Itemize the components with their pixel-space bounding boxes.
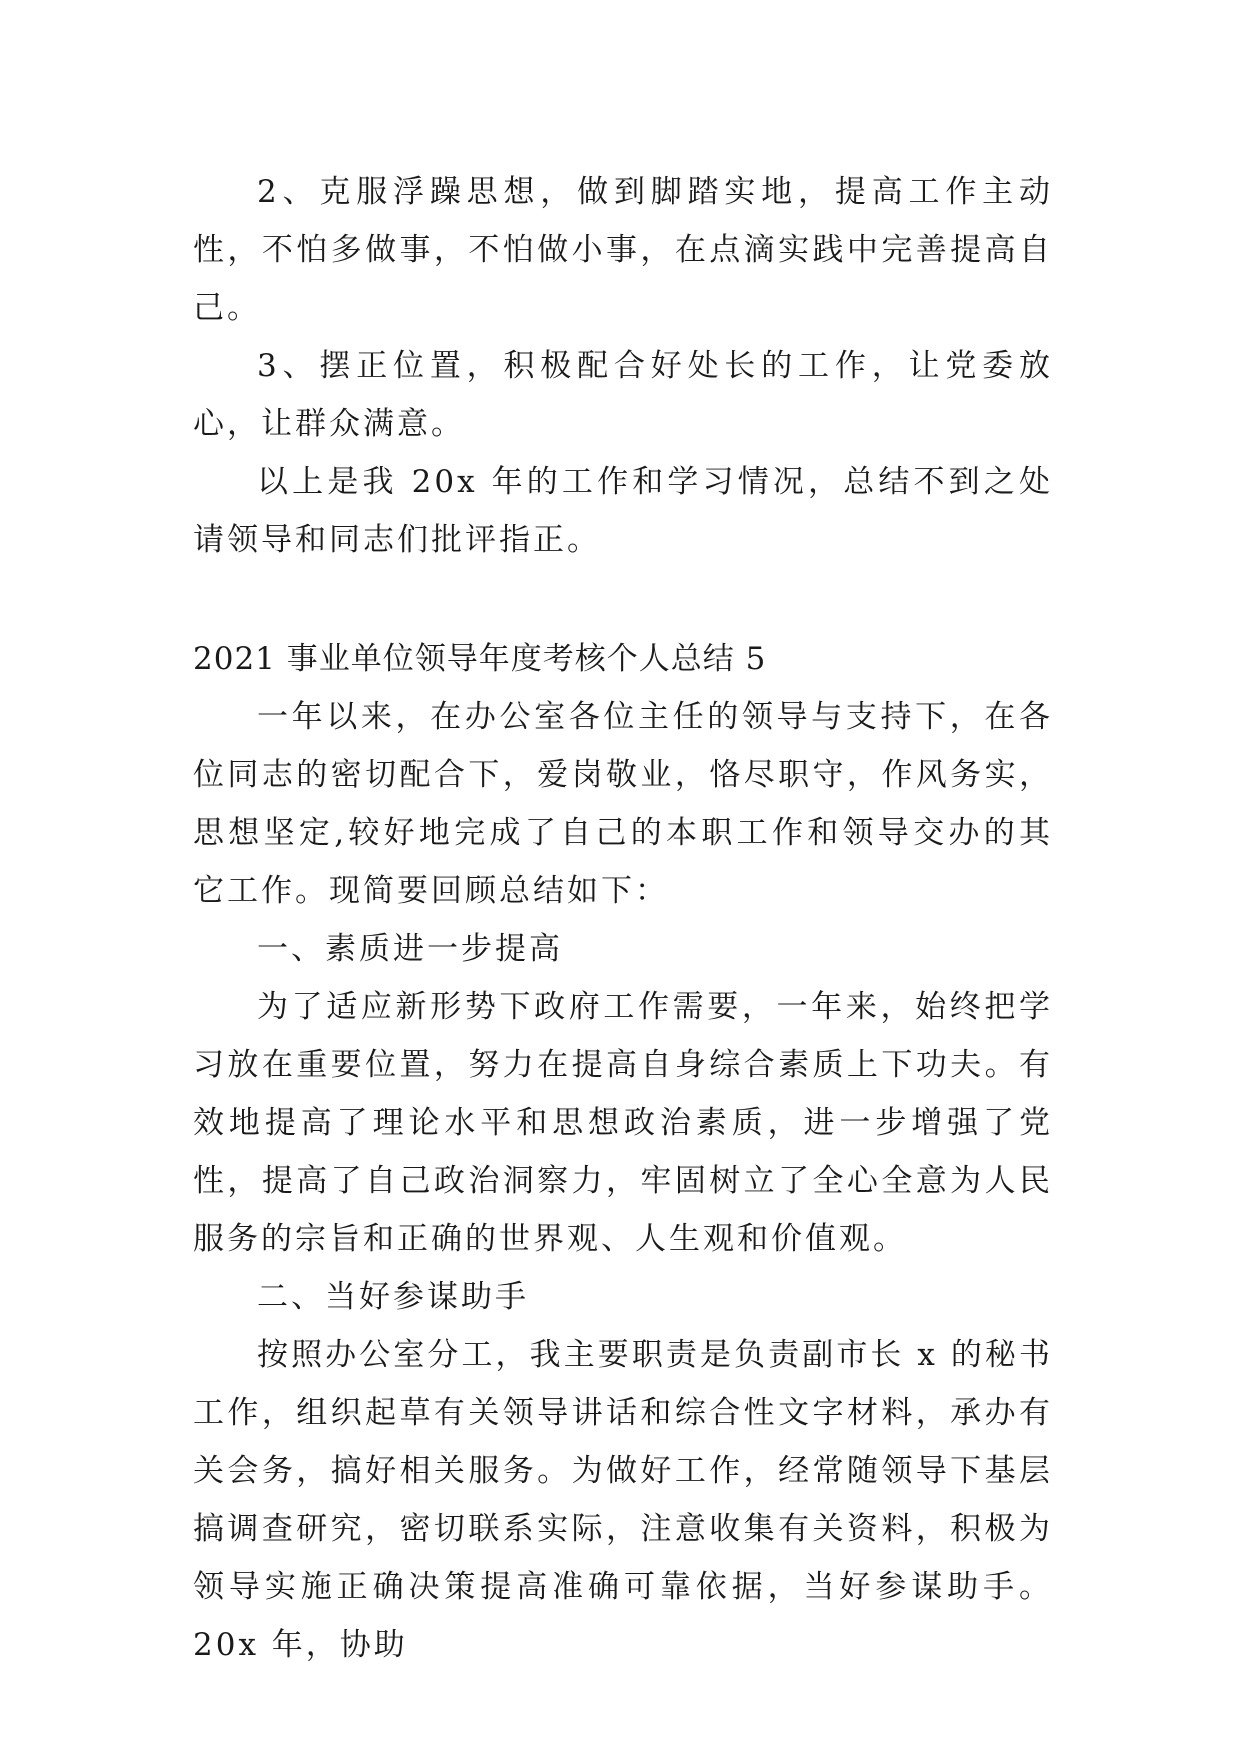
paragraph-opening: 一年以来，在办公室各位主任的领导与支持下，在各位同志的密切配合下，爱岗敬业，恪尽职守，作风务实，思想坚定,较好地完成了自己的本职工作和领导交办的其它工作。现简要回顾总结如下： xyxy=(193,699,1053,909)
paragraph-item-2: 2、克服浮躁思想，做到脚踏实地，提高工作主动性，不怕多做事，不怕做小事，在点滴实践中完善提高自己。 xyxy=(193,174,1053,326)
paragraph-item-3: 3、摆正位置，积极配合好处长的工作，让党委放心，让群众满意。 xyxy=(193,348,1053,442)
paragraph-conclusion: 以上是我 20x 年的工作和学习情况，总结不到之处请领导和同志们批评指正。 xyxy=(193,464,1053,558)
paragraph-quality-improvement: 为了适应新形势下政府工作需要，一年来，始终把学习放在重要位置，努力在提高自身综合素质上下功夫。有效地提高了理论水平和思想政治素质，进一步增强了党性，提高了自己政治洞察力，牢固树立了全心全意为人民服务的宗旨和正确的世界观、人生观和价值观。 xyxy=(193,989,1053,1257)
document-body xyxy=(193,163,1053,1674)
heading-advisor-assistant: 二、当好参谋助手 xyxy=(257,1279,529,1315)
heading-quality-improvement: 一、素质进一步提高 xyxy=(257,931,563,967)
paragraph-advisor-assistant: 按照办公室分工，我主要职责是负责副市长 x 的秘书工作，组织起草有关领导讲话和综合性文字材料，承办有关会务，搞好相关服务。为做好工作，经常随领导下基层搞调查研究，密切联系实际，注意收集有关资料，积极为领导实施正确决策提高准确可靠依据，当好参谋助手。20x 年，协助 xyxy=(193,1337,1053,1663)
section-title: 2021 事业单位领导年度考核个人总结 5 xyxy=(193,641,767,677)
